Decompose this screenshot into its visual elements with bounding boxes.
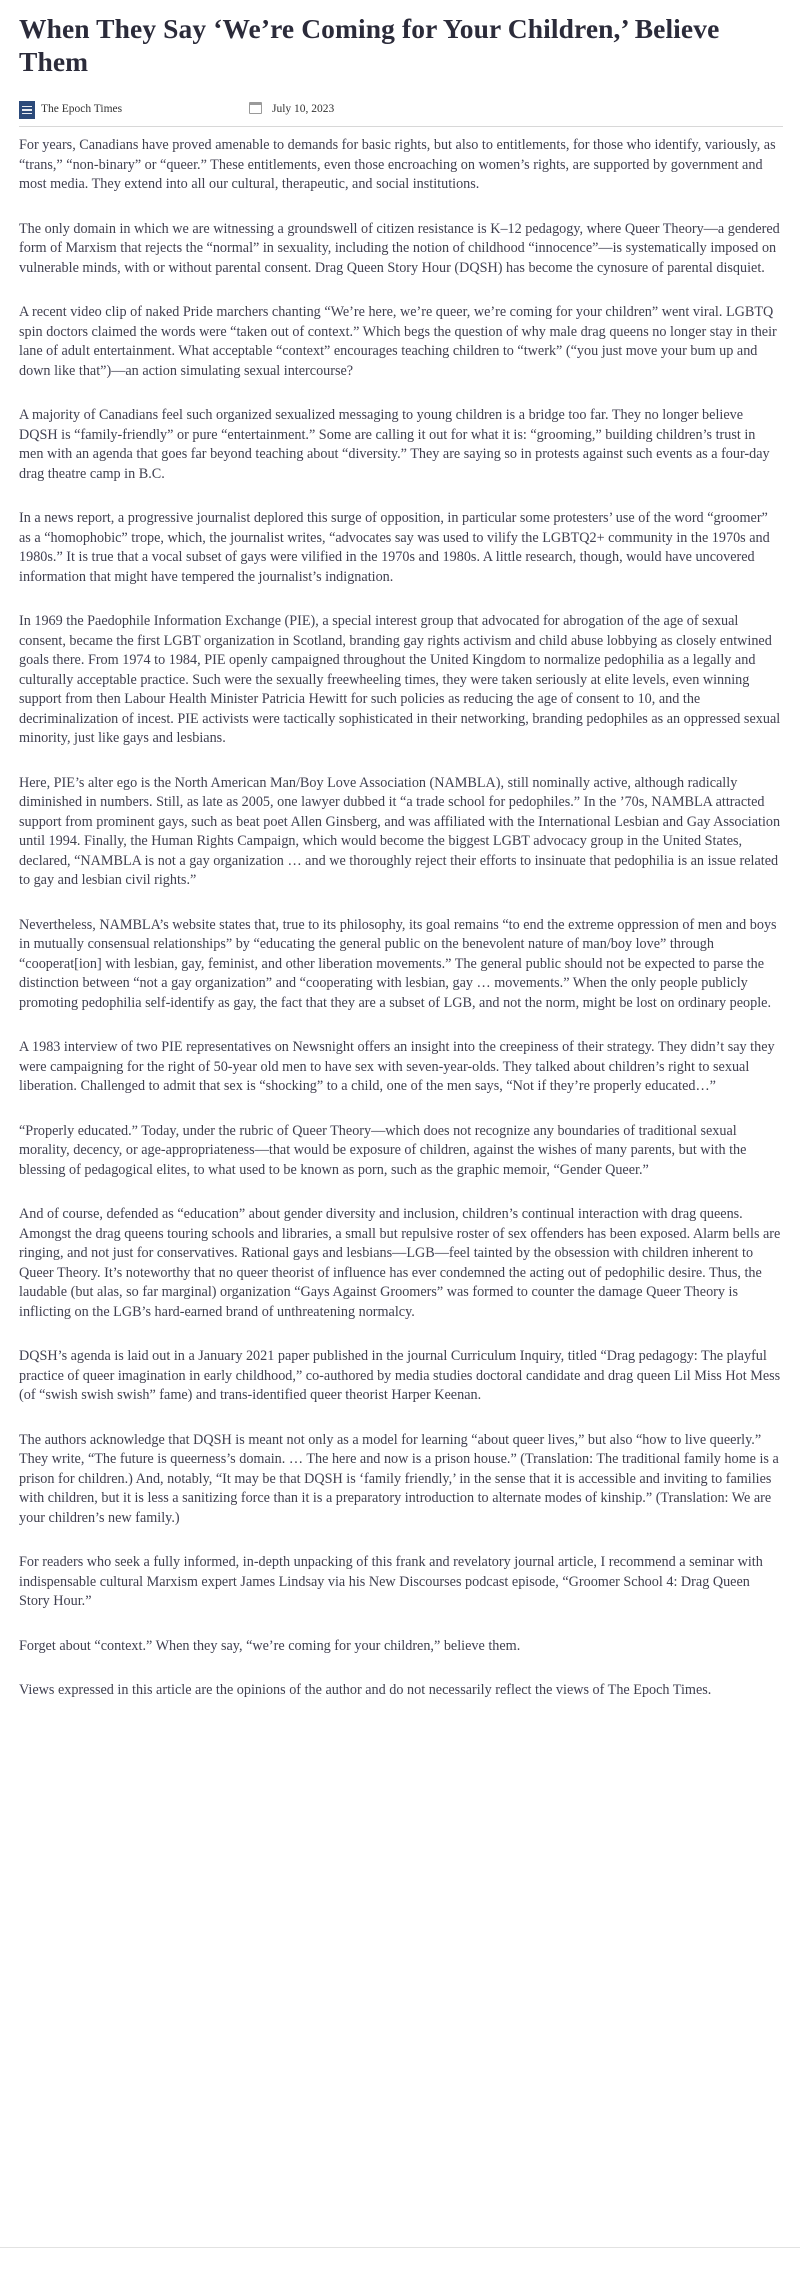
publisher-name[interactable]: The Epoch Times: [41, 103, 123, 115]
headline: When They Say ‘We’re Coming for Your Children,’ Believe Them: [19, 13, 720, 77]
epoch-times-logo[interactable]: [19, 101, 35, 119]
byline: [19, 98, 783, 124]
footer-divider: [0, 2247, 800, 2248]
article-paragraph: A 1983 interview of two PIE representatives on Newsnight offers an insight into the creepiness of their strategy. They didn’t say they were campaigning for the right of 50-year old men to have sex with seven-year-olds. They talked about children’s right to sexual liberation. Challenged to admit that sex is “shocking” to a child, one of the men says, “Not if they’re properly educated…”: [19, 1039, 775, 1094]
calendar-icon: [249, 102, 262, 114]
article-paragraph: For readers who seek a fully informed, in-depth unpacking of this frank and revelatory journal article, I recommend a seminar with indispensable cultural Marxism expert James Lindsay via his New Discourses podcast episode, “Groomer School 4: Drag Queen Story Hour.”: [19, 1554, 763, 1609]
disclaimer-paragraph: Views expressed in this article are the opinions of the author and do not necessarily reflect the views of The Epoch Times.: [19, 1682, 712, 1698]
article-paragraph: And of course, defended as “education” about gender diversity and inclusion, children’s continual interaction with drag queens. Amongst the drag queens touring schools and libraries, a small but repulsive roster of sex offenders has been exposed. Alarm bells are ringing, and not just for conservatives. Rational gays and lesbians—LGB—feel tainted by the obsession with children inherent to Queer Theory. It’s noteworthy that no queer theorist of influence has ever condemned the acting out of pedophilic desire. Thus, the laudable (but alas, so far marginal) organization “Gays Against Groomers” was formed to counter the damage Queer Theory is inflicting on the LGB’s hard-earned brand of unthreatening normalcy.: [19, 1206, 781, 1320]
article-paragraph: DQSH’s agenda is laid out in a January 2021 paper published in the journal Curriculum Inquiry, titled “Drag pedagogy: The playful practice of queer imagination in early childhood,” co-authored by media studies doctoral candidate and drag queen Lil Miss Hot Mess (of “swish swish swish” fame) and trans-identified queer theorist Harper Keenan.: [19, 1348, 781, 1403]
article-paragraph: In 1969 the Paedophile Information Exchange (PIE), a special interest group that advocated for abrogation of the age of sexual consent, became the first LGBT organization in Scotland, branding gay rights activism and child abuse lobbying as closely entwined goals there. From 1974 to 1984, PIE openly campaigned throughout the United Kingdom to normalize pedophilia as a legally and culturally acceptable practice. Such were the sexually freewheeling times, they were taken seriously at elite levels, even winning support from then Labour Health Minister Patricia Hewitt for such policies as reducing the age of consent to 10, and the decriminalization of incest. PIE activists were tactically sophisticated in their networking, branding pedophiles as an oppressed sexual minority, just like gays and lesbians.: [19, 613, 781, 746]
article-body: [19, 127, 783, 1701]
article-paragraph: A majority of Canadians feel such organized sexualized messaging to young children is a bridge too far. They no longer believe DQSH is “family-friendly” or pure “entertainment.” Some are calling it out for what it is: “grooming,” building children’s trust in men with an agenda that goes far beyond teaching about “diversity.” They are saying so in protests against such events as a four-day drag theatre camp in B.C.: [19, 407, 770, 482]
publish-date: July 10, 2023: [272, 103, 335, 115]
article-paragraph: The authors acknowledge that DQSH is meant not only as a model for learning “about queer lives,” but also “how to live queerly.” They write, “The future is queerness’s domain. … The here and now is a prison house.” (Translation: The traditional family home is a prison for children.) And, notably, “It may be that DQSH is ‘family friendly,’ in the sense that it is accessible and inviting to families with children, but it is less a sanitizing force than it is a preparatory introduction to alternate modes of kinship.” (Translation: We are your children’s new family.): [19, 1431, 779, 1526]
article-paragraph: Forget about “context.” When they say, “we’re coming for your children,” believe them.: [19, 1637, 521, 1654]
article-paragraph: For years, Canadians have proved amenable to demands for basic rights, but also to entitlements, for those who identify, variously, as “trans,” “non-binary” or “queer.” These entitlements, even those encroaching on women’s rights, are supported by government and most media. They extend into all our cultural, therapeutic, and social institutions.: [19, 137, 776, 192]
article-paragraph: In a news report, a progressive journalist deplored this surge of opposition, in particular some protesters’ use of the word “groomer” as a “homophobic” trope, which, the journalist writes, “advocates say was used to vilify the LGBTQ2+ community in the 1970s and 1980s.” It is true that a vocal subset of gays were vilified in the 1970s and 1980s. A little research, though, would have uncovered information that might have tempered the journalist’s indignation.: [19, 510, 770, 585]
article-paragraph: “Properly educated.” Today, under the rubric of Queer Theory—which does not recognize any boundaries of traditional sexual morality, decency, or age-appropriateness—that would be exposure of children, against the wishes of many parents, but with the blessing of pedagogical elites, to what used to be known as porn, such as the graphic memoir, “Gender Queer.”: [19, 1122, 747, 1178]
article-paragraph: A recent video clip of naked Pride marchers chanting “We’re here, we’re queer, we’re coming for your children” went viral. LGBTQ spin doctors claimed the words were “taken out of context.” Which begs the question of why male drag queens no longer stay in their lane of adult entertainment. What acceptable “context” encourages teaching children to “twerk” (“you just move your bum up and down like that”)—an action simulating sexual intercourse?: [19, 304, 777, 379]
article-paragraph: Nevertheless, NAMBLA’s website states that, true to its philosophy, its goal remains “to end the extreme oppression of men and boys in mutually consensual relationships” by “educating the general public on the benevolent nature of man/boy love” through “cooperat[ion] with lesbian, gay, feminist, and other liberation movements.” The general public should not be expected to parse the distinction between “not a gay organization” and “cooperating with lesbian, gay … movements.” When the only people publicly promoting pedophilia self-identify as gay, the fact that they are a subset of LGB, and not the norm, might be lost on ordinary people.: [19, 916, 777, 1011]
article-paragraph: Here, PIE’s alter ego is the North American Man/Boy Love Association (NAMBLA), still nominally active, although radically diminished in numbers. Still, as late as 2005, one lawyer dubbed it “a trade school for pedophiles.” In the ’70s, NAMBLA attracted support from prominent gays, such as beat poet Allen Ginsberg, and was affiliated with the International Lesbian and Gay Association until 1994. Finally, the Human Rights Campaign, which would become the biggest LGBT advocacy group in the United States, declared, “NAMBLA is not a gay organization … and we thoroughly reject their efforts to insinuate that pedophilia is an issue related to gay and lesbian civil rights.”: [19, 774, 781, 888]
article-paragraph: The only domain in which we are witnessing a groundswell of citizen resistance is K–12 pedagogy, where Queer Theory—a gendered form of Marxism that rejects the “normal” in sexuality, including the notion of childhood “innocence”—is systematically imposed on vulnerable minds, with or without parental consent. Drag Queen Story Hour (DQSH) has become the cynosure of parental disquiet.: [19, 220, 780, 276]
